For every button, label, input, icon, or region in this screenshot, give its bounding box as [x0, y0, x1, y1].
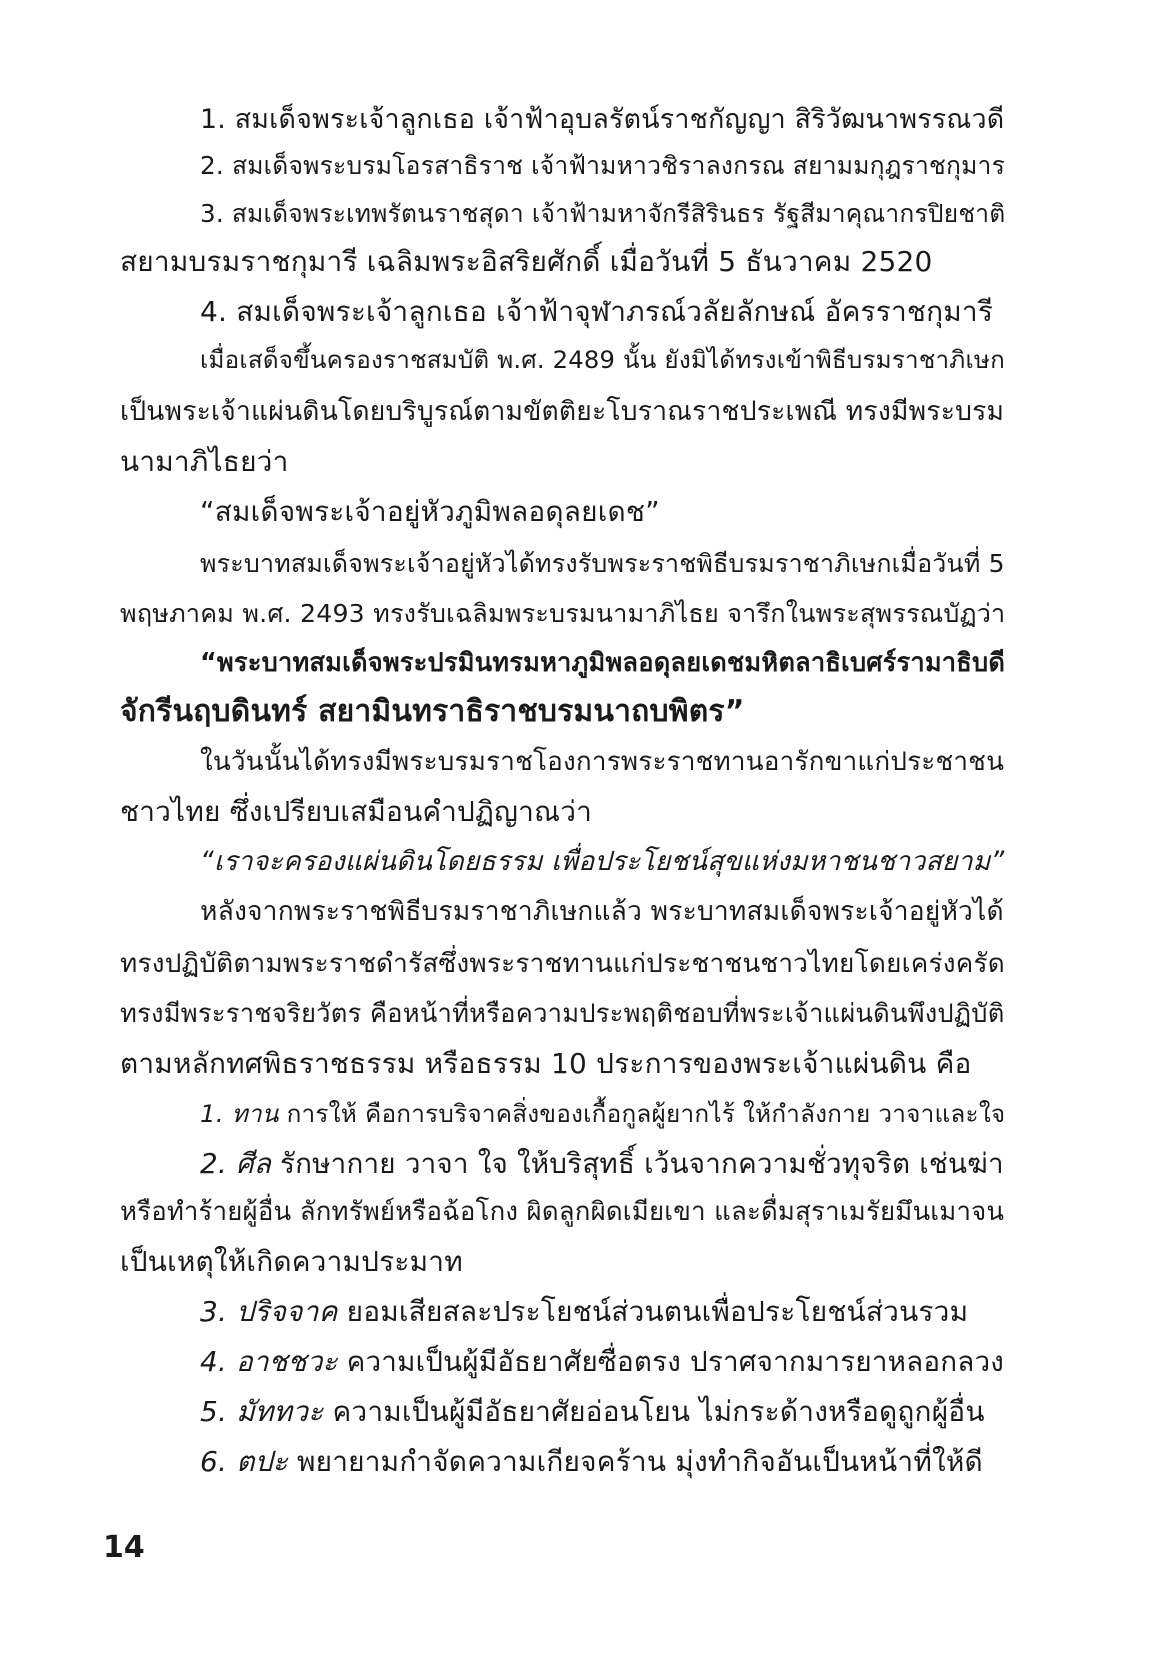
virtue-text: ยอมเสียสละประโยชน์ส่วนตนเพื่อประโยชน์ส่วนรวม — [346, 1295, 969, 1328]
virtue-term: ทาน — [231, 1099, 279, 1128]
virtue-text: พยายามกำจัดความเกียจคร้าน มุ่งทำกิจอันเป็นหน้าที่ให้ดี — [296, 1445, 983, 1478]
virtue-number: 6. — [200, 1445, 228, 1478]
virtue-item-2 — [200, 1144, 1004, 1184]
virtue-number: 4. — [200, 1345, 227, 1378]
full-royal-title: “พระบาทสมเด็จพระปรมินทรมหาภูมิพลอดุลยเดชมหิตลาธิเบศร์รามาธิบดี — [200, 647, 1006, 677]
virtue-text: การให้ คือการบริจาคสิ่งของเกื้อกูลผู้ยากไร้ ให้กำลังกาย วาจาและใจ — [286, 1099, 1006, 1128]
child-item-3-continuation: สยามบรมราชกุมารี เฉลิมพระอิสริยศักดิ์ เมื่อวันที่ 5 ธันวาคม 2520 — [120, 245, 933, 278]
child-item-1: 1. สมเด็จพระเจ้าลูกเธอ เจ้าฟ้าอุบลรัตน์ราชกัญญา สิริวัฒนาพรรณวดี — [200, 104, 1005, 135]
virtue-text: ความเป็นผู้มีอัธยาศัยซื่อตรง ปราศจากมารยาหลอกลวง — [346, 1345, 1005, 1378]
virtue-item-2-continuation: เป็นเหตุให้เกิดความประมาท — [120, 1245, 463, 1278]
virtue-number: 2. — [200, 1147, 227, 1180]
virtue-item-3 — [200, 1292, 968, 1332]
virtue-item-5 — [200, 1392, 985, 1432]
virtue-term: อาชชวะ — [235, 1345, 338, 1378]
virtue-term: ปริจจาค — [236, 1295, 338, 1328]
virtue-number: 5. — [200, 1395, 228, 1428]
paragraph-line: ตามหลักทศพิธราชธรรม หรือธรรม 10 ประการของพระเจ้าแผ่นดิน คือ — [120, 1047, 972, 1080]
virtue-item-1 — [200, 1094, 1005, 1134]
paragraph-line: หลังจากพระราชพิธีบรมราชาภิเษกแล้ว พระบาทสมเด็จพระเจ้าอยู่หัวได้ — [200, 897, 1004, 927]
paragraph-line: เป็นพระเจ้าแผ่นดินโดยบริบูรณ์ตามขัตติยะโบราณราชประเพณี ทรงมีพระบรม — [120, 396, 1005, 427]
full-royal-title-continuation: จักรีนฤบดินทร์ สยามินทราธิราชบรมนาถบพิตร” — [120, 694, 745, 729]
paragraph-line: พระบาทสมเด็จพระเจ้าอยู่หัวได้ทรงรับพระราชพิธีบรมราชาภิเษกเมื่อวันที่ 5 — [200, 549, 1005, 578]
virtue-item-2-continuation: หรือทำร้ายผู้อื่น ลักทรัพย์หรือฉ้อโกง ผิดลูกผิดเมียเขา และดื่มสุราเมรัยมึนเมาจน — [120, 1197, 1005, 1227]
virtue-term: มัททวะ — [236, 1395, 324, 1428]
child-item-2: 2. สมเด็จพระบรมโอรสาธิราช เจ้าฟ้ามหาวชิราลงกรณ สยามมกุฎราชกุมาร — [200, 151, 1006, 180]
paragraph-line: ในวันนั้นได้ทรงมีพระบรมราชโองการพระราชทานอารักขาแก่ประชาชน — [200, 747, 1005, 777]
virtue-number: 3. — [200, 1295, 228, 1328]
paragraph-line: นามาภิไธยว่า — [120, 445, 289, 478]
royal-title-quote: “สมเด็จพระเจ้าอยู่หัวภูมิพลอดุลยเดช” — [200, 495, 660, 528]
virtue-text: ความเป็นผู้มีอัธยาศัยอ่อนโยน ไม่กระด้างหรือดูถูกผู้อื่น — [332, 1395, 985, 1428]
virtue-item-4 — [200, 1342, 1004, 1382]
page-number: 14 — [103, 1530, 145, 1565]
virtue-text: รักษากาย วาจา ใจ ให้บริสุทธิ์ เว้นจากความชั่วทุจริต เช่นฆ่า — [280, 1147, 1004, 1180]
paragraph-line: ชาวไทย ซึ่งเปรียบเสมือนคำปฏิญาณว่า — [120, 795, 593, 828]
paragraph-line: ทรงปฏิบัติตามพระราชดำรัสซึ่งพระราชทานแก่ประชาชนชาวไทยโดยเคร่งครัด — [120, 949, 1005, 979]
child-item-3: 3. สมเด็จพระเทพรัตนราชสุดา เจ้าฟ้ามหาจักรีสิรินธร รัฐสีมาคุณากรปิยชาติ — [200, 199, 1006, 228]
virtue-term: ตปะ — [236, 1445, 288, 1478]
virtue-term: ศีล — [235, 1147, 271, 1180]
paragraph-line: ทรงมีพระราชจริยวัตร คือหน้าที่หรือความประพฤติชอบที่พระเจ้าแผ่นดินพึงปฏิบัติ — [120, 999, 1005, 1029]
oath-quote: “เราจะครองแผ่นดินโดยธรรม เพื่อประโยชน์สุขแห่งมหาชนชาวสยาม” — [200, 846, 1005, 877]
child-item-4: 4. สมเด็จพระเจ้าลูกเธอ เจ้าฟ้าจุฬาภรณ์วลัยลักษณ์ อัครราชกุมารี — [200, 295, 994, 328]
paragraph-line: พฤษภาคม พ.ศ. 2493 ทรงรับเฉลิมพระบรมนามาภิไธย จารึกในพระสุพรรณบัฏว่า — [120, 599, 1006, 628]
virtue-number: 1. — [200, 1099, 224, 1128]
paragraph-line: เมื่อเสด็จขึ้นครองราชสมบัติ พ.ศ. 2489 นั้น ยังมิได้ทรงเข้าพิธีบรมราชาภิเษก — [200, 346, 1005, 374]
virtue-item-6 — [200, 1442, 983, 1482]
